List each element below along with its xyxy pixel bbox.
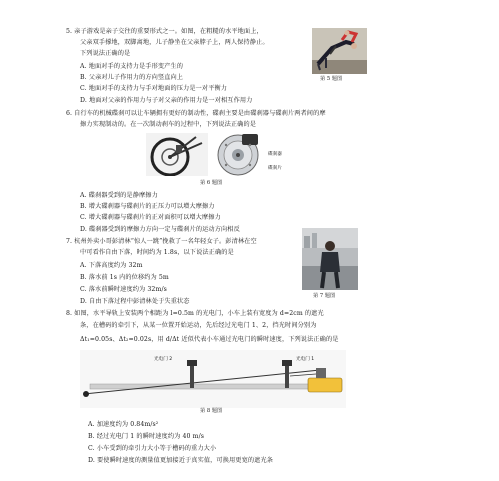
q5-option-b: B. 父亲对儿子作用力的方向竖直向上 [80,74,184,81]
q5-figure-caption: 第 5 题图 [320,76,343,82]
q5-stem-line1: 5. 亲子游戏是亲子交往的重要形式之一。如图，在粗糙的水平地面上， [66,28,263,35]
q8-option-a: A. 加速度约为 0.84m/s² [88,421,159,428]
q8-figure-caption: 第 8 题图 [200,408,223,414]
q5-option-c: C. 地面对手的支持力与手对地面的压力是一对平衡力 [80,85,228,92]
q6-option-a: A. 碟刹器受到的是静摩擦力 [80,192,158,199]
disc-label: 碟刹片 [268,166,282,171]
q6-stem-line1: 6. 自行车的机械碟刹可以让车辆拥有更好的制动性，碟刹主要是由碟刹器与碟刹片两者间的摩 [66,110,326,117]
photogate-2-label: 光电门 2 [154,357,173,362]
q6-option-b: B. 增大碟刹器与碟刹片的正压力可以增大摩擦力 [80,203,215,210]
q5-stem-line2: 父亲双手撑地，双脚离地，儿子静坐在父亲脖子上，两人保持静止。 [80,39,269,46]
q7-option-c: C. 落水前瞬时速度约为 32m/s [80,286,167,293]
q6-figure-caption: 第 6 题图 [200,180,223,186]
q8-option-d: D. 要使瞬时速度的测量值更加接近于真实值，可换用更宽的遮光条 [88,457,274,464]
caliper-label: 碟刹器 [268,152,282,157]
q6-stem-line2: 擦力实现制动的。在一次制动刹车的过程中，下列说法正确的是 [80,121,257,128]
q8-stem-line2: 条，在槽码的牵引下，从某一位置开始运动，先后经过光电门 1、2，挡光时间分别为 [80,322,317,329]
q7-option-b: B. 落水前 1s 内的位移约为 5m [80,274,169,281]
q6-option-d: D. 碟刹器受到的摩擦力方向一定与碟刹片的运动方向相反 [80,226,240,233]
parent-child-photo [312,28,367,74]
q8-option-b: B. 经过光电门 1 的瞬时速度约为 40 m/s [88,433,205,440]
bike-wheel-brake-photo [146,133,208,176]
q7-option-d: D. 自由下落过程中彭清林处于失重状态 [80,298,190,305]
q5-option-d: D. 地面对父亲的作用力与子对父亲的作用力是一对相互作用力 [80,97,253,104]
photogate-1-label: 光电门 1 [296,357,315,362]
q8-stem-line1: 8. 如图，水平导轨上安装两个相距为 l=0.5m 的光电门，小车上装有宽度为 d=2cm 的遮光 [66,310,324,317]
q5-option-a: A. 地面对手的支持力是手形变产生的 [80,63,184,70]
disc-brake-photo [212,131,264,178]
q7-option-a: A. 下落高度约为 32m [80,262,143,269]
q7-figure-caption: 第 7 题图 [313,293,336,299]
q7-stem-line1: 7. 杭州外卖小哥彭清林“惊人一跳”挽救了一名年轻女子。彭清林在空 [66,238,257,245]
q6-option-c: C. 增大碟刹器与碟刹片的正对面积可以增大摩擦力 [80,214,221,221]
q7-stem-line2: 中可看作自由下落，时间约为 1.8s，以下说法正确的是 [80,249,234,256]
q5-stem-line3: 下列说法正确的是 [80,50,131,57]
q8-stem-line3: Δt₁=0.05s、Δt₂=0.02s，用 d/Δt 近似代表小车通过光电门的瞬时速度，下列说法正确的是 [80,336,339,343]
q8-option-c: C. 小车受到的牵引力大小等于槽码的重力大小 [88,445,217,452]
delivery-man-photo [302,228,358,290]
